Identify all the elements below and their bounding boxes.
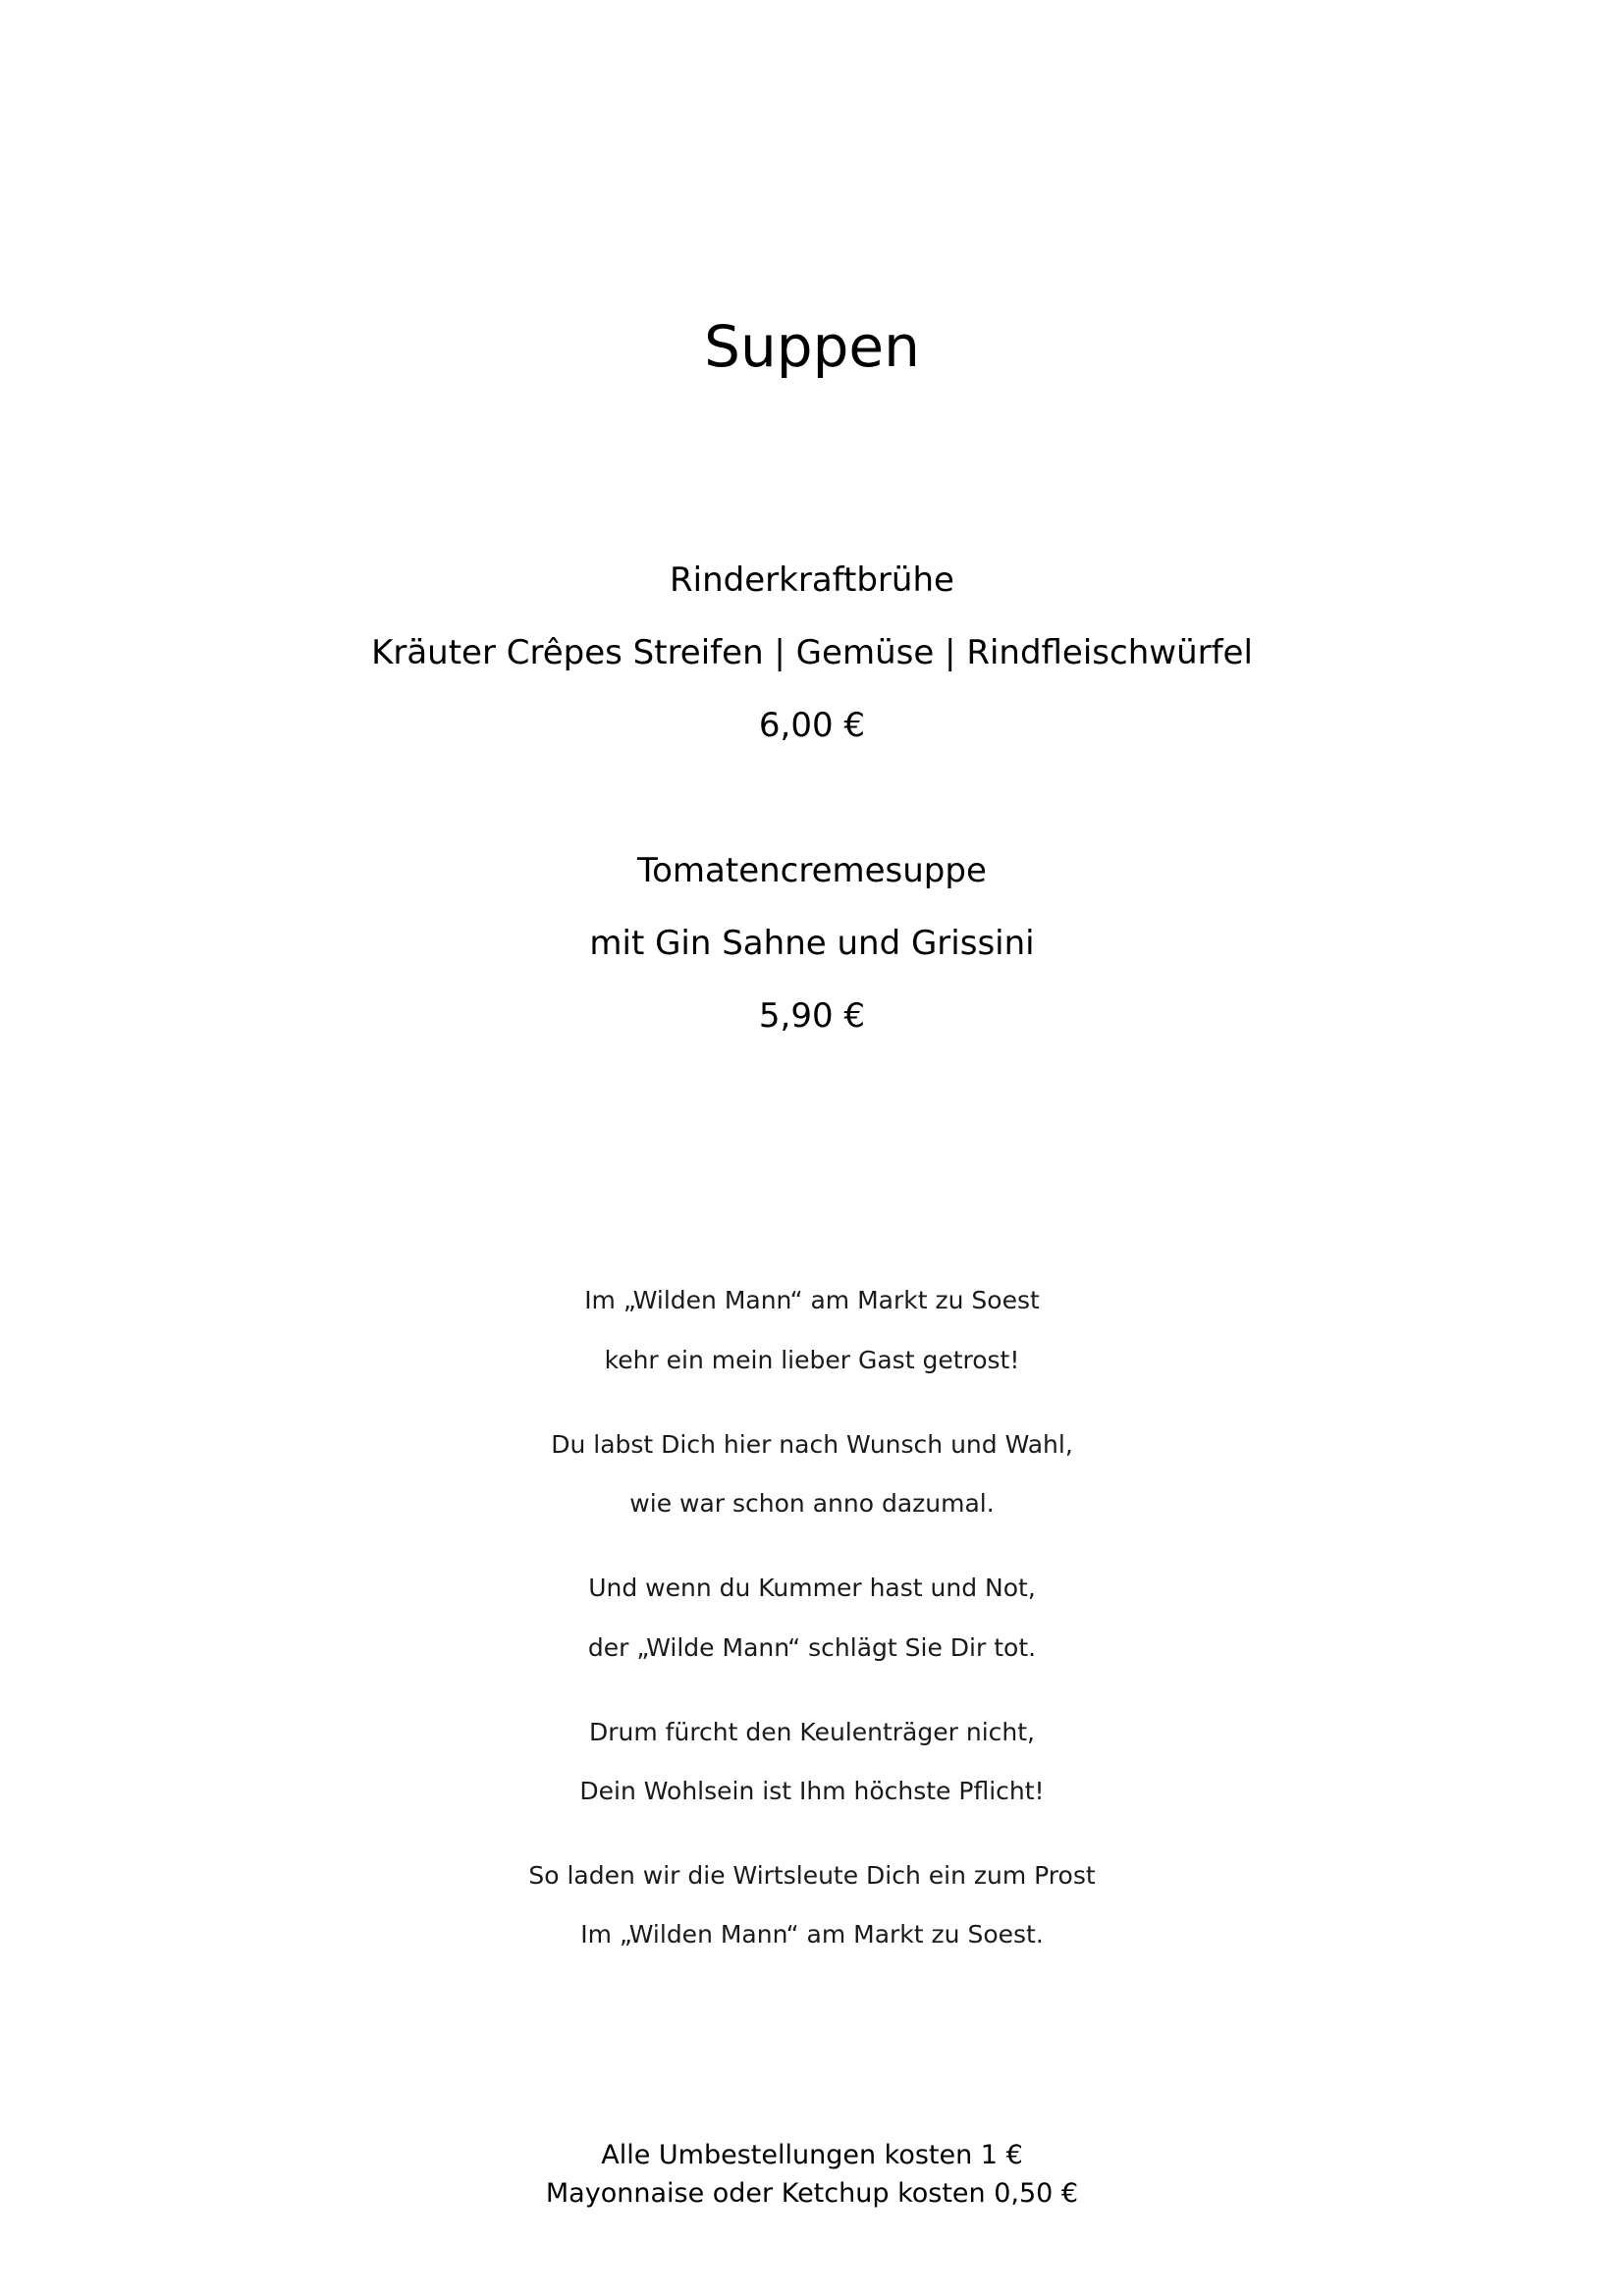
dish-price: 5,90 € [758,996,866,1036]
poem-line: Dein Wohlsein ist Ihm höchste Pflicht! [579,1777,1045,1805]
dish-price: 6,00 € [758,706,866,745]
dish-description: mit Gin Sahne und Grissini [589,924,1035,963]
poem-line: der „Wilde Mann“ schlägt Sie Dir tot. [587,1633,1037,1662]
footer-note: Mayonnaise oder Ketchup kosten 0,50 € [545,2178,1079,2209]
dish-name: Rinderkraftbrühe [670,561,954,600]
footer-note: Alle Umbestellungen kosten 1 € [601,2140,1023,2170]
dish-name: Tomatencremesuppe [637,851,987,890]
poem-line: wie war schon anno dazumal. [629,1489,995,1518]
poem-line: Und wenn du Kummer hast und Not, [588,1574,1036,1602]
dish-description: Kräuter Crêpes Streifen | Gemüse | Rindfleischwürfel [371,633,1253,672]
poem-line: Im „Wilden Mann“ am Markt zu Soest. [580,1920,1044,1949]
poem-line: So laden wir die Wirtsleute Dich ein zum Prost [528,1861,1096,1890]
poem-line: Drum fürcht den Keulenträger nicht, [589,1718,1035,1746]
page-title: Suppen [704,313,920,380]
poem-line: kehr ein mein lieber Gast getrost! [604,1346,1020,1374]
poem-line: Du labst Dich hier nach Wunsch und Wahl, [551,1430,1073,1459]
poem-line: Im „Wilden Mann“ am Markt zu Soest [584,1286,1040,1314]
